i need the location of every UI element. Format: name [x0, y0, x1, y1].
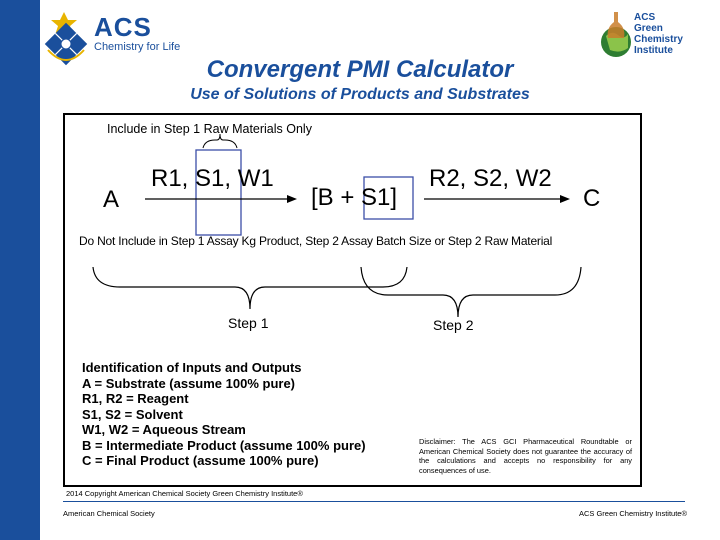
disclaimer-text: Disclaimer: The ACS GCI Pharmaceutical Roundtable or American Chemical Society does not guarantee the accuracy of the calculations and accepts no responsibility for any consequences of use. — [419, 437, 632, 475]
footer-left-text: American Chemical Society — [63, 509, 155, 518]
acs-tagline: Chemistry for Life — [94, 41, 181, 53]
gci-name-line: ACS — [634, 12, 656, 23]
gci-name-line: Green — [634, 23, 663, 34]
node-c: C — [583, 185, 601, 212]
legend-heading: Identification of Inputs and Outputs — [82, 360, 302, 375]
gci-name-line: Chemistry — [634, 34, 683, 45]
arrowhead-step1 — [287, 195, 297, 203]
include-label: Include in Step 1 Raw Materials Only — [107, 122, 312, 136]
footer-divider — [63, 501, 685, 502]
reagents-step1: R1, S1, W1 — [151, 165, 274, 192]
acs-name: ACS — [94, 12, 152, 42]
legend-item: W1, W2 = Aqueous Stream — [82, 422, 246, 437]
step1-label: Step 1 — [228, 315, 269, 331]
arrowhead-step2 — [560, 195, 570, 203]
step1-brace — [93, 267, 407, 309]
copyright-text: 2014 Copyright American Chemical Society Green Chemistry Institute® — [66, 489, 303, 498]
page-subtitle: Use of Solutions of Products and Substrates — [190, 86, 530, 103]
step2-label: Step 2 — [433, 317, 474, 333]
gci-name — [634, 12, 683, 56]
intermediate: [B + S1] — [311, 184, 398, 211]
legend-item: B = Intermediate Product (assume 100% pure) — [82, 437, 366, 453]
gci-name-line: Institute — [634, 45, 673, 56]
legend-item: S1, S2 = Solvent — [82, 406, 183, 422]
do-not-include-label: Do Not Include in Step 1 Assay Kg Product, Step 2 Assay Batch Size or Step 2 Raw Material — [79, 234, 553, 248]
footer-right-text: ACS Green Chemistry Institute® — [578, 509, 687, 518]
legend-item: C = Final Product (assume 100% pure) — [82, 453, 319, 468]
node-a: A — [103, 186, 120, 213]
include-brace — [203, 134, 237, 148]
legend-item: R1, R2 = Reagent — [82, 391, 189, 406]
reagents-step2: R2, S2, W2 — [429, 165, 552, 192]
legend-item: A = Substrate (assume 100% pure) — [82, 375, 296, 391]
step2-brace — [361, 267, 581, 317]
legend — [82, 360, 366, 469]
page-title: Convergent PMI Calculator — [206, 56, 514, 83]
